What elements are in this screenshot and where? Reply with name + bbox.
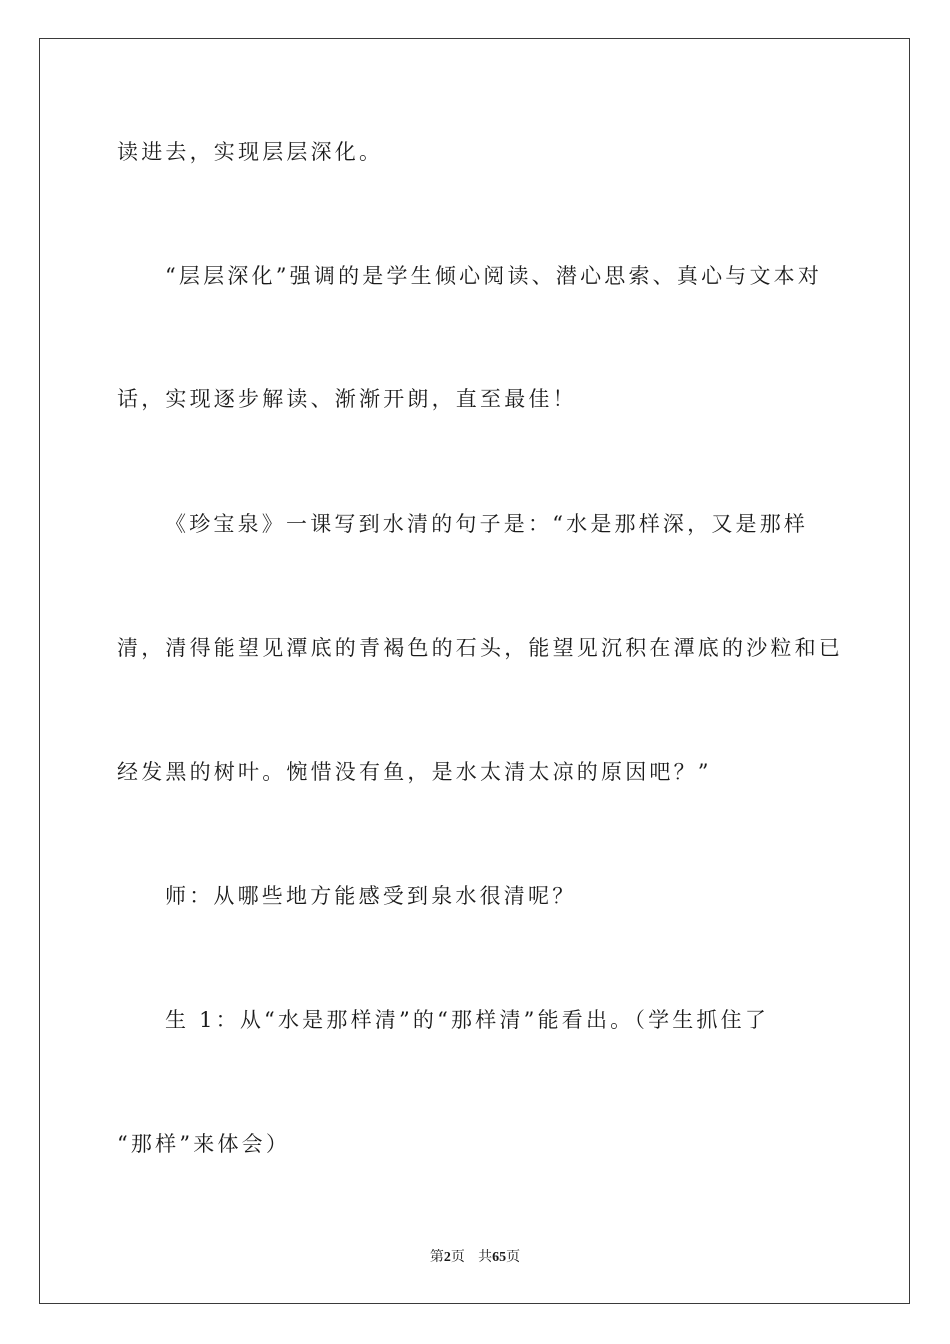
- text-line-7: 师：从哪些地方能感受到泉水很清呢？: [165, 884, 577, 908]
- text-line-4: 《珍宝泉》一课写到水清的句子是：“水是那样深，又是那样: [165, 512, 809, 536]
- text-line-1: 读进去，实现层层深化。: [117, 140, 384, 164]
- text-line-6: 经发黑的树叶。惋惜没有鱼，是水太清太凉的原因吧？”: [117, 760, 712, 784]
- footer-page-prefix: 第: [429, 1249, 444, 1265]
- text-line-8: 生 1：从“水是那样清”的“那样清”能看出。（学生抓住了: [165, 1008, 770, 1032]
- footer-page-current: 2: [443, 1250, 451, 1265]
- footer-page-suffix: 页: [450, 1249, 465, 1265]
- text-line-3: 话，实现逐步解读、渐渐开朗，直至最佳！: [117, 387, 577, 411]
- footer-total-prefix: 共: [478, 1249, 493, 1265]
- text-line-2: “层层深化”强调的是学生倾心阅读、潜心思索、真心与文本对: [165, 264, 823, 288]
- page-border: [39, 38, 910, 1304]
- page-footer: [0, 1248, 950, 1267]
- footer-total-suffix: 页: [506, 1249, 521, 1265]
- text-line-9: “那样”来体会）: [117, 1132, 291, 1156]
- text-line-5: 清，清得能望见潭底的青褐色的石头，能望见沉积在潭底的沙粒和已: [117, 636, 843, 660]
- footer-page-total: 65: [492, 1250, 507, 1265]
